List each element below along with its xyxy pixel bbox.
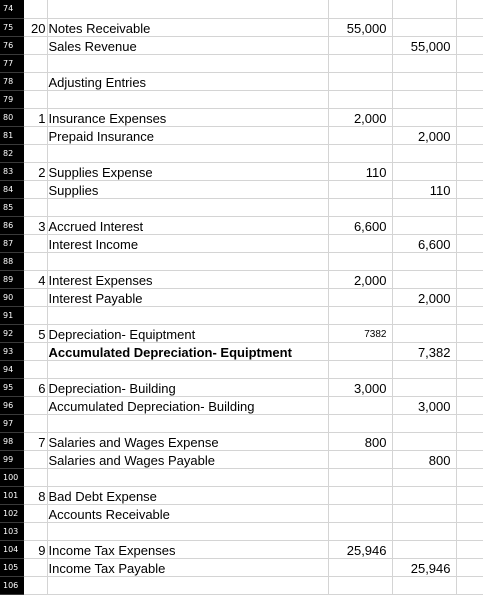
sheet-row-81 [0,126,483,144]
debit-cell[interactable] [328,360,392,378]
row-header[interactable]: 88 [0,252,23,270]
row-header[interactable]: 86 [0,216,23,234]
row-header[interactable]: 91 [0,306,23,324]
sheet-row-96 [0,396,483,414]
empty-cell[interactable] [456,252,483,270]
sheet-row-103 [0,522,483,540]
entry-number-cell[interactable] [23,360,47,378]
entry-number-cell[interactable] [23,0,47,18]
account-name-cell[interactable] [47,360,328,378]
debit-cell[interactable] [328,144,392,162]
account-name-cell[interactable]: Accumulated Depreciation- Building [47,396,328,414]
entry-number-cell[interactable]: 9 [23,540,47,558]
debit-cell[interactable] [328,72,392,90]
row-header[interactable]: 100 [0,468,23,486]
credit-cell[interactable] [392,54,456,72]
account-name-cell[interactable]: Accrued Interest [47,216,328,234]
empty-cell[interactable] [456,234,483,252]
debit-cell[interactable] [328,90,392,108]
row-header[interactable]: 97 [0,414,23,432]
empty-cell[interactable] [456,162,483,180]
empty-cell[interactable] [456,198,483,216]
debit-cell[interactable] [328,396,392,414]
credit-cell[interactable] [392,522,456,540]
credit-cell[interactable] [392,486,456,504]
entry-number-cell[interactable]: 20 [23,18,47,36]
debit-cell[interactable] [328,288,392,306]
entry-number-cell[interactable] [23,342,47,360]
row-header[interactable]: 82 [0,144,23,162]
entry-number-cell[interactable] [23,288,47,306]
debit-cell[interactable] [328,54,392,72]
entry-number-cell[interactable]: 7 [23,432,47,450]
empty-cell[interactable] [456,36,483,54]
account-name-cell[interactable] [47,252,328,270]
sheet-row-101 [0,486,483,504]
account-name-cell[interactable]: Accounts Receivable [47,504,328,522]
debit-cell[interactable]: 2,000 [328,108,392,126]
empty-cell[interactable] [456,288,483,306]
sheet-row-100 [0,468,483,486]
sheet-row-79 [0,90,483,108]
entry-number-cell[interactable]: 8 [23,486,47,504]
debit-cell[interactable] [328,36,392,54]
debit-cell[interactable] [328,414,392,432]
entry-number-cell[interactable] [23,522,47,540]
entry-number-cell[interactable]: 1 [23,108,47,126]
entry-number-cell[interactable]: 5 [23,324,47,342]
row-header[interactable]: 80 [0,108,23,126]
credit-cell[interactable] [392,216,456,234]
account-name-cell[interactable]: Supplies Expense [47,162,328,180]
debit-cell[interactable] [328,468,392,486]
sheet-row-97 [0,414,483,432]
credit-cell[interactable]: 6,600 [392,234,456,252]
row-header[interactable]: 104 [0,540,23,558]
sheet-row-104 [0,540,483,558]
sheet-row-93 [0,342,483,360]
empty-cell[interactable] [456,504,483,522]
entry-number-cell[interactable] [23,414,47,432]
account-name-cell[interactable]: Prepaid Insurance [47,126,328,144]
empty-cell[interactable] [456,450,483,468]
entry-number-cell[interactable] [23,468,47,486]
entry-number-cell[interactable]: 3 [23,216,47,234]
row-header[interactable]: 98 [0,432,23,450]
debit-cell[interactable] [328,450,392,468]
debit-cell[interactable] [328,306,392,324]
sheet-row-92 [0,324,483,342]
account-name-cell[interactable]: Depreciation- Equiptment [47,324,328,342]
row-header[interactable]: 77 [0,54,23,72]
credit-cell[interactable] [392,378,456,396]
credit-cell[interactable] [392,540,456,558]
account-name-cell[interactable] [47,522,328,540]
empty-cell[interactable] [456,108,483,126]
credit-cell[interactable]: 800 [392,450,456,468]
account-name-cell[interactable] [47,54,328,72]
row-header[interactable]: 95 [0,378,23,396]
account-name-cell[interactable]: Bad Debt Expense [47,486,328,504]
account-name-cell[interactable]: Income Tax Payable [47,558,328,576]
sheet-row-80 [0,108,483,126]
sheet-row-87 [0,234,483,252]
sheet-row-74 [0,0,483,18]
empty-cell[interactable] [456,180,483,198]
debit-cell[interactable] [328,486,392,504]
row-header[interactable]: 87 [0,234,23,252]
row-header[interactable]: 106 [0,576,23,594]
entry-number-cell[interactable] [23,54,47,72]
empty-cell[interactable] [456,396,483,414]
row-header[interactable]: 96 [0,396,23,414]
entry-number-cell[interactable] [23,36,47,54]
account-name-cell[interactable]: Interest Expenses [47,270,328,288]
account-name-cell[interactable]: Interest Payable [47,288,328,306]
account-name-cell[interactable]: Notes Receivable [47,18,328,36]
debit-cell[interactable]: 55,000 [328,18,392,36]
credit-cell[interactable] [392,324,456,342]
debit-cell[interactable] [328,522,392,540]
empty-cell[interactable] [456,216,483,234]
empty-cell[interactable] [456,0,483,18]
row-header[interactable]: 78 [0,72,23,90]
empty-cell[interactable] [456,126,483,144]
empty-cell[interactable] [456,468,483,486]
entry-number-cell[interactable] [23,504,47,522]
entry-number-cell[interactable] [23,306,47,324]
sheet-row-82 [0,144,483,162]
entry-number-cell[interactable] [23,396,47,414]
sheet-row-102 [0,504,483,522]
credit-cell[interactable]: 55,000 [392,36,456,54]
entry-number-cell[interactable]: 2 [23,162,47,180]
account-name-cell[interactable]: Salaries and Wages Payable [47,450,328,468]
row-header[interactable]: 81 [0,126,23,144]
row-header[interactable]: 89 [0,270,23,288]
sheet-row-99 [0,450,483,468]
row-header[interactable]: 85 [0,198,23,216]
sheet-row-90 [0,288,483,306]
sheet-row-98 [0,432,483,450]
debit-cell[interactable]: 25,946 [328,540,392,558]
debit-cell[interactable]: 3,000 [328,378,392,396]
entry-number-cell[interactable]: 6 [23,378,47,396]
credit-cell[interactable] [392,576,456,594]
account-name-cell[interactable]: Interest Income [47,234,328,252]
empty-cell[interactable] [456,576,483,594]
credit-cell[interactable] [392,252,456,270]
entry-number-cell[interactable] [23,72,47,90]
account-name-cell[interactable] [47,414,328,432]
credit-cell[interactable] [392,360,456,378]
empty-cell[interactable] [456,72,483,90]
account-name-cell[interactable] [47,576,328,594]
sheet-row-75 [0,18,483,36]
sheet-row-89 [0,270,483,288]
row-header[interactable]: 102 [0,504,23,522]
credit-cell[interactable] [392,414,456,432]
entry-number-cell[interactable] [23,144,47,162]
entry-number-cell[interactable]: 4 [23,270,47,288]
account-name-cell[interactable]: Salaries and Wages Expense [47,432,328,450]
debit-cell[interactable]: 110 [328,162,392,180]
account-name-cell[interactable] [47,144,328,162]
credit-cell[interactable] [392,432,456,450]
sheet-row-83 [0,162,483,180]
entry-number-cell[interactable] [23,234,47,252]
empty-cell[interactable] [456,540,483,558]
credit-cell[interactable] [392,504,456,522]
empty-cell[interactable] [456,144,483,162]
credit-cell[interactable] [392,72,456,90]
row-header[interactable]: 79 [0,90,23,108]
sheet-row-105 [0,558,483,576]
sheet-row-88 [0,252,483,270]
account-name-cell[interactable] [47,90,328,108]
sheet-row-78 [0,72,483,90]
empty-cell[interactable] [456,324,483,342]
account-name-cell[interactable]: Sales Revenue [47,36,328,54]
row-header[interactable]: 83 [0,162,23,180]
credit-cell[interactable] [392,144,456,162]
credit-cell[interactable] [392,90,456,108]
entry-number-cell[interactable] [23,576,47,594]
sheet-row-77 [0,54,483,72]
empty-cell[interactable] [456,306,483,324]
account-name-cell[interactable] [47,198,328,216]
debit-cell[interactable] [328,558,392,576]
credit-cell[interactable]: 2,000 [392,126,456,144]
row-header[interactable]: 92 [0,324,23,342]
empty-cell[interactable] [456,558,483,576]
debit-cell[interactable] [328,198,392,216]
row-header[interactable]: 93 [0,342,23,360]
row-header[interactable]: 74 [0,0,23,18]
empty-cell[interactable] [456,270,483,288]
empty-cell[interactable] [456,432,483,450]
empty-cell[interactable] [456,378,483,396]
debit-cell[interactable] [328,342,392,360]
sheet-row-91 [0,306,483,324]
empty-cell[interactable] [456,360,483,378]
row-header[interactable]: 105 [0,558,23,576]
empty-cell[interactable] [456,414,483,432]
account-name-cell[interactable] [47,306,328,324]
sheet-row-95 [0,378,483,396]
account-name-cell[interactable]: Depreciation- Building [47,378,328,396]
credit-cell[interactable] [392,108,456,126]
row-header[interactable]: 90 [0,288,23,306]
credit-cell[interactable] [392,0,456,18]
empty-cell[interactable] [456,90,483,108]
row-header[interactable]: 99 [0,450,23,468]
sheet-row-106 [0,576,483,594]
debit-cell[interactable] [328,234,392,252]
credit-cell[interactable]: 3,000 [392,396,456,414]
entry-number-cell[interactable] [23,252,47,270]
credit-cell[interactable] [392,198,456,216]
debit-cell[interactable]: 2,000 [328,270,392,288]
debit-cell[interactable] [328,126,392,144]
empty-cell[interactable] [456,18,483,36]
entry-number-cell[interactable] [23,198,47,216]
debit-cell[interactable] [328,504,392,522]
credit-cell[interactable] [392,162,456,180]
entry-number-cell[interactable] [23,558,47,576]
entry-number-cell[interactable] [23,90,47,108]
account-name-cell[interactable]: Accumulated Depreciation- Equiptment [47,342,328,360]
credit-cell[interactable] [392,270,456,288]
empty-cell[interactable] [456,54,483,72]
debit-cell[interactable]: 7382 [328,324,392,342]
debit-cell[interactable]: 6,600 [328,216,392,234]
row-header[interactable]: 76 [0,36,23,54]
sheet-row-85 [0,198,483,216]
row-header[interactable]: 94 [0,360,23,378]
sheet-row-84 [0,180,483,198]
row-header[interactable]: 84 [0,180,23,198]
entry-number-cell[interactable] [23,180,47,198]
account-name-cell[interactable] [47,468,328,486]
credit-cell[interactable]: 110 [392,180,456,198]
account-name-cell[interactable]: Insurance Expenses [47,108,328,126]
credit-cell[interactable] [392,306,456,324]
debit-cell[interactable]: 800 [328,432,392,450]
account-name-cell[interactable]: Supplies [47,180,328,198]
credit-cell[interactable]: 7,382 [392,342,456,360]
sheet-row-86 [0,216,483,234]
credit-cell[interactable] [392,468,456,486]
account-name-cell[interactable]: Income Tax Expenses [47,540,328,558]
empty-cell[interactable] [456,522,483,540]
credit-cell[interactable]: 25,946 [392,558,456,576]
entry-number-cell[interactable] [23,126,47,144]
row-header[interactable]: 101 [0,486,23,504]
row-header[interactable]: 103 [0,522,23,540]
empty-cell[interactable] [456,486,483,504]
sheet-row-94 [0,360,483,378]
debit-cell[interactable] [328,180,392,198]
credit-cell[interactable] [392,18,456,36]
row-header[interactable]: 75 [0,18,23,36]
entry-number-cell[interactable] [23,450,47,468]
account-name-cell[interactable] [47,0,328,18]
debit-cell[interactable] [328,576,392,594]
account-name-cell[interactable]: Adjusting Entries [47,72,328,90]
sheet-row-76 [0,36,483,54]
credit-cell[interactable]: 2,000 [392,288,456,306]
debit-cell[interactable] [328,252,392,270]
debit-cell[interactable] [328,0,392,18]
empty-cell[interactable] [456,342,483,360]
